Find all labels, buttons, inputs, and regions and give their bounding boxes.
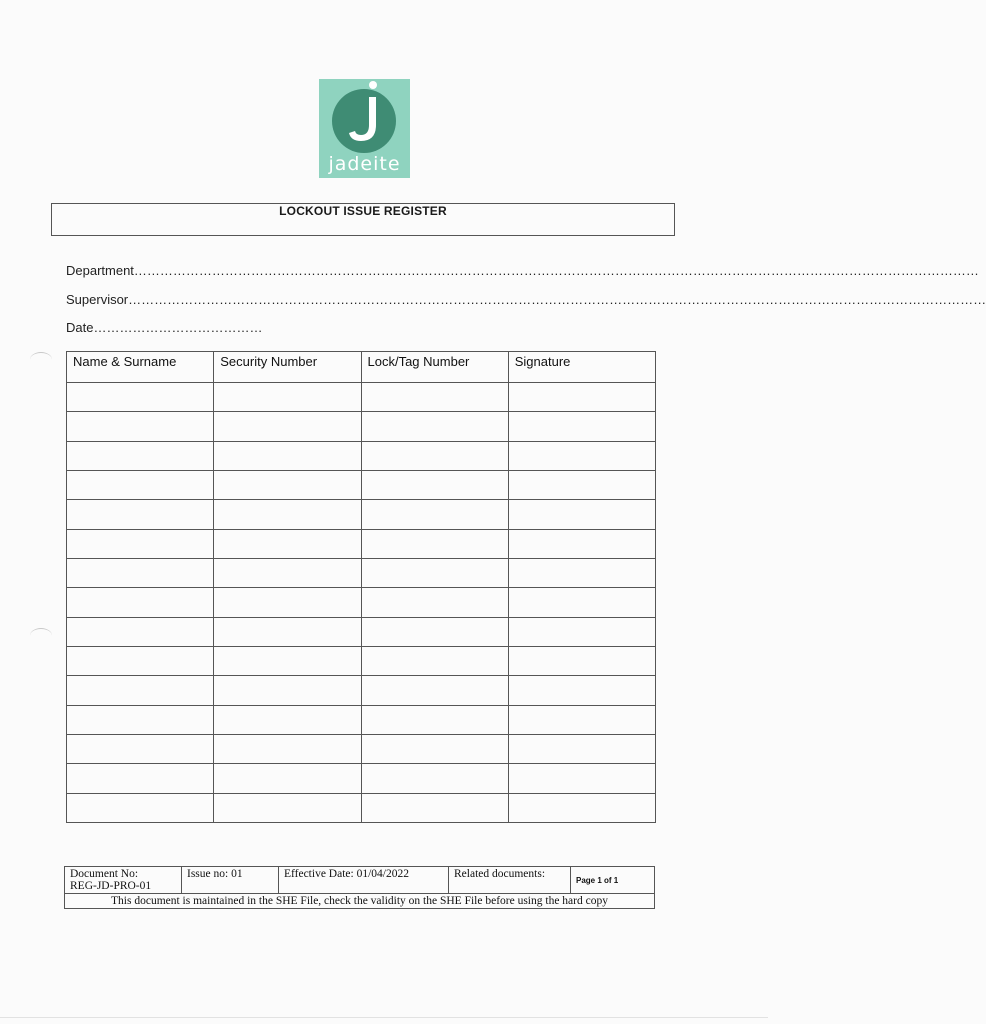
col-header-lock-tag-number: Lock/Tag Number	[361, 352, 508, 383]
table-cell[interactable]	[361, 588, 508, 617]
table-row	[67, 441, 656, 470]
table-cell[interactable]	[67, 383, 214, 412]
table-cell[interactable]	[508, 383, 655, 412]
table-row	[67, 705, 656, 734]
table-cell[interactable]	[361, 470, 508, 499]
table-cell[interactable]	[214, 676, 361, 705]
register-body	[67, 383, 656, 823]
table-cell[interactable]	[361, 676, 508, 705]
table-cell[interactable]	[508, 529, 655, 558]
table-row	[67, 764, 656, 793]
col-header-name: Name & Surname	[67, 352, 214, 383]
table-cell[interactable]	[508, 558, 655, 587]
table-cell[interactable]	[361, 441, 508, 470]
table-cell[interactable]	[361, 764, 508, 793]
table-cell[interactable]	[214, 500, 361, 529]
binder-hole-mark	[30, 352, 52, 367]
document-number-value: REG-JD-PRO-01	[70, 880, 152, 892]
table-cell[interactable]	[214, 558, 361, 587]
document-footer	[64, 866, 655, 909]
table-cell[interactable]	[508, 676, 655, 705]
table-cell[interactable]	[214, 529, 361, 558]
table-row	[67, 383, 656, 412]
col-header-security-number: Security Number	[214, 352, 361, 383]
table-cell[interactable]	[214, 383, 361, 412]
table-cell[interactable]	[508, 617, 655, 646]
table-cell[interactable]	[361, 383, 508, 412]
department-field[interactable]: Department……………………………………………………………………………………………………………………………………………………………………………	[66, 263, 979, 278]
footer-note: This document is maintained in the SHE File, check the validity on the SHE File before using the hard copy	[65, 894, 655, 909]
page-edge-line	[0, 1017, 768, 1018]
table-cell[interactable]	[67, 529, 214, 558]
supervisor-field[interactable]: Supervisor………………………………………………………………………………………………………………………………………………………………………………	[66, 292, 986, 307]
table-cell[interactable]	[214, 588, 361, 617]
table-cell[interactable]	[67, 646, 214, 675]
table-cell[interactable]	[508, 734, 655, 763]
effective-date: Effective Date: 01/04/2022	[279, 867, 449, 894]
table-cell[interactable]	[361, 734, 508, 763]
jadeite-logo	[319, 79, 410, 178]
table-row	[67, 734, 656, 763]
table-row	[67, 676, 656, 705]
related-documents: Related documents:	[449, 867, 571, 894]
table-row	[67, 470, 656, 499]
table-cell[interactable]	[508, 470, 655, 499]
table-row	[67, 412, 656, 441]
table-cell[interactable]	[508, 588, 655, 617]
binder-hole-mark	[30, 628, 52, 643]
register-table	[66, 351, 656, 823]
document-number-cell	[65, 867, 182, 894]
table-cell[interactable]	[214, 764, 361, 793]
table-cell[interactable]	[214, 412, 361, 441]
register-header-row	[67, 352, 656, 383]
logo-wordmark: jadeite	[328, 153, 401, 175]
table-cell[interactable]	[361, 529, 508, 558]
document-number-label: Document No:	[70, 868, 139, 880]
table-row	[67, 500, 656, 529]
table-cell[interactable]	[508, 412, 655, 441]
table-cell[interactable]	[67, 793, 214, 822]
table-cell[interactable]	[67, 558, 214, 587]
table-cell[interactable]	[508, 441, 655, 470]
table-cell[interactable]	[508, 793, 655, 822]
table-row	[67, 793, 656, 822]
table-cell[interactable]	[214, 470, 361, 499]
table-cell[interactable]	[67, 676, 214, 705]
table-row	[67, 529, 656, 558]
table-cell[interactable]	[361, 705, 508, 734]
page-number: Page 1 of 1	[571, 867, 655, 894]
table-cell[interactable]	[508, 646, 655, 675]
table-cell[interactable]	[214, 646, 361, 675]
table-cell[interactable]	[361, 617, 508, 646]
table-cell[interactable]	[67, 412, 214, 441]
table-cell[interactable]	[361, 793, 508, 822]
table-cell[interactable]	[214, 705, 361, 734]
table-cell[interactable]	[361, 646, 508, 675]
page-title: LOCKOUT ISSUE REGISTER	[279, 204, 447, 218]
col-header-signature: Signature	[508, 352, 655, 383]
table-cell[interactable]	[67, 470, 214, 499]
table-cell[interactable]	[67, 734, 214, 763]
table-cell[interactable]	[67, 588, 214, 617]
table-cell[interactable]	[67, 500, 214, 529]
table-cell[interactable]	[67, 705, 214, 734]
table-cell[interactable]	[508, 705, 655, 734]
table-cell[interactable]	[508, 500, 655, 529]
table-cell[interactable]	[67, 441, 214, 470]
table-cell[interactable]	[214, 617, 361, 646]
table-cell[interactable]	[361, 500, 508, 529]
table-cell[interactable]	[214, 734, 361, 763]
table-cell[interactable]	[214, 793, 361, 822]
table-row	[67, 646, 656, 675]
issue-number: Issue no: 01	[182, 867, 279, 894]
table-cell[interactable]	[67, 764, 214, 793]
table-cell[interactable]	[508, 764, 655, 793]
table-row	[67, 617, 656, 646]
table-row	[67, 558, 656, 587]
table-cell[interactable]	[361, 558, 508, 587]
table-cell[interactable]	[214, 441, 361, 470]
table-cell[interactable]	[67, 617, 214, 646]
table-row	[67, 588, 656, 617]
date-field[interactable]: Date…………………………………	[66, 320, 263, 335]
table-cell[interactable]	[361, 412, 508, 441]
title-box	[51, 203, 675, 236]
